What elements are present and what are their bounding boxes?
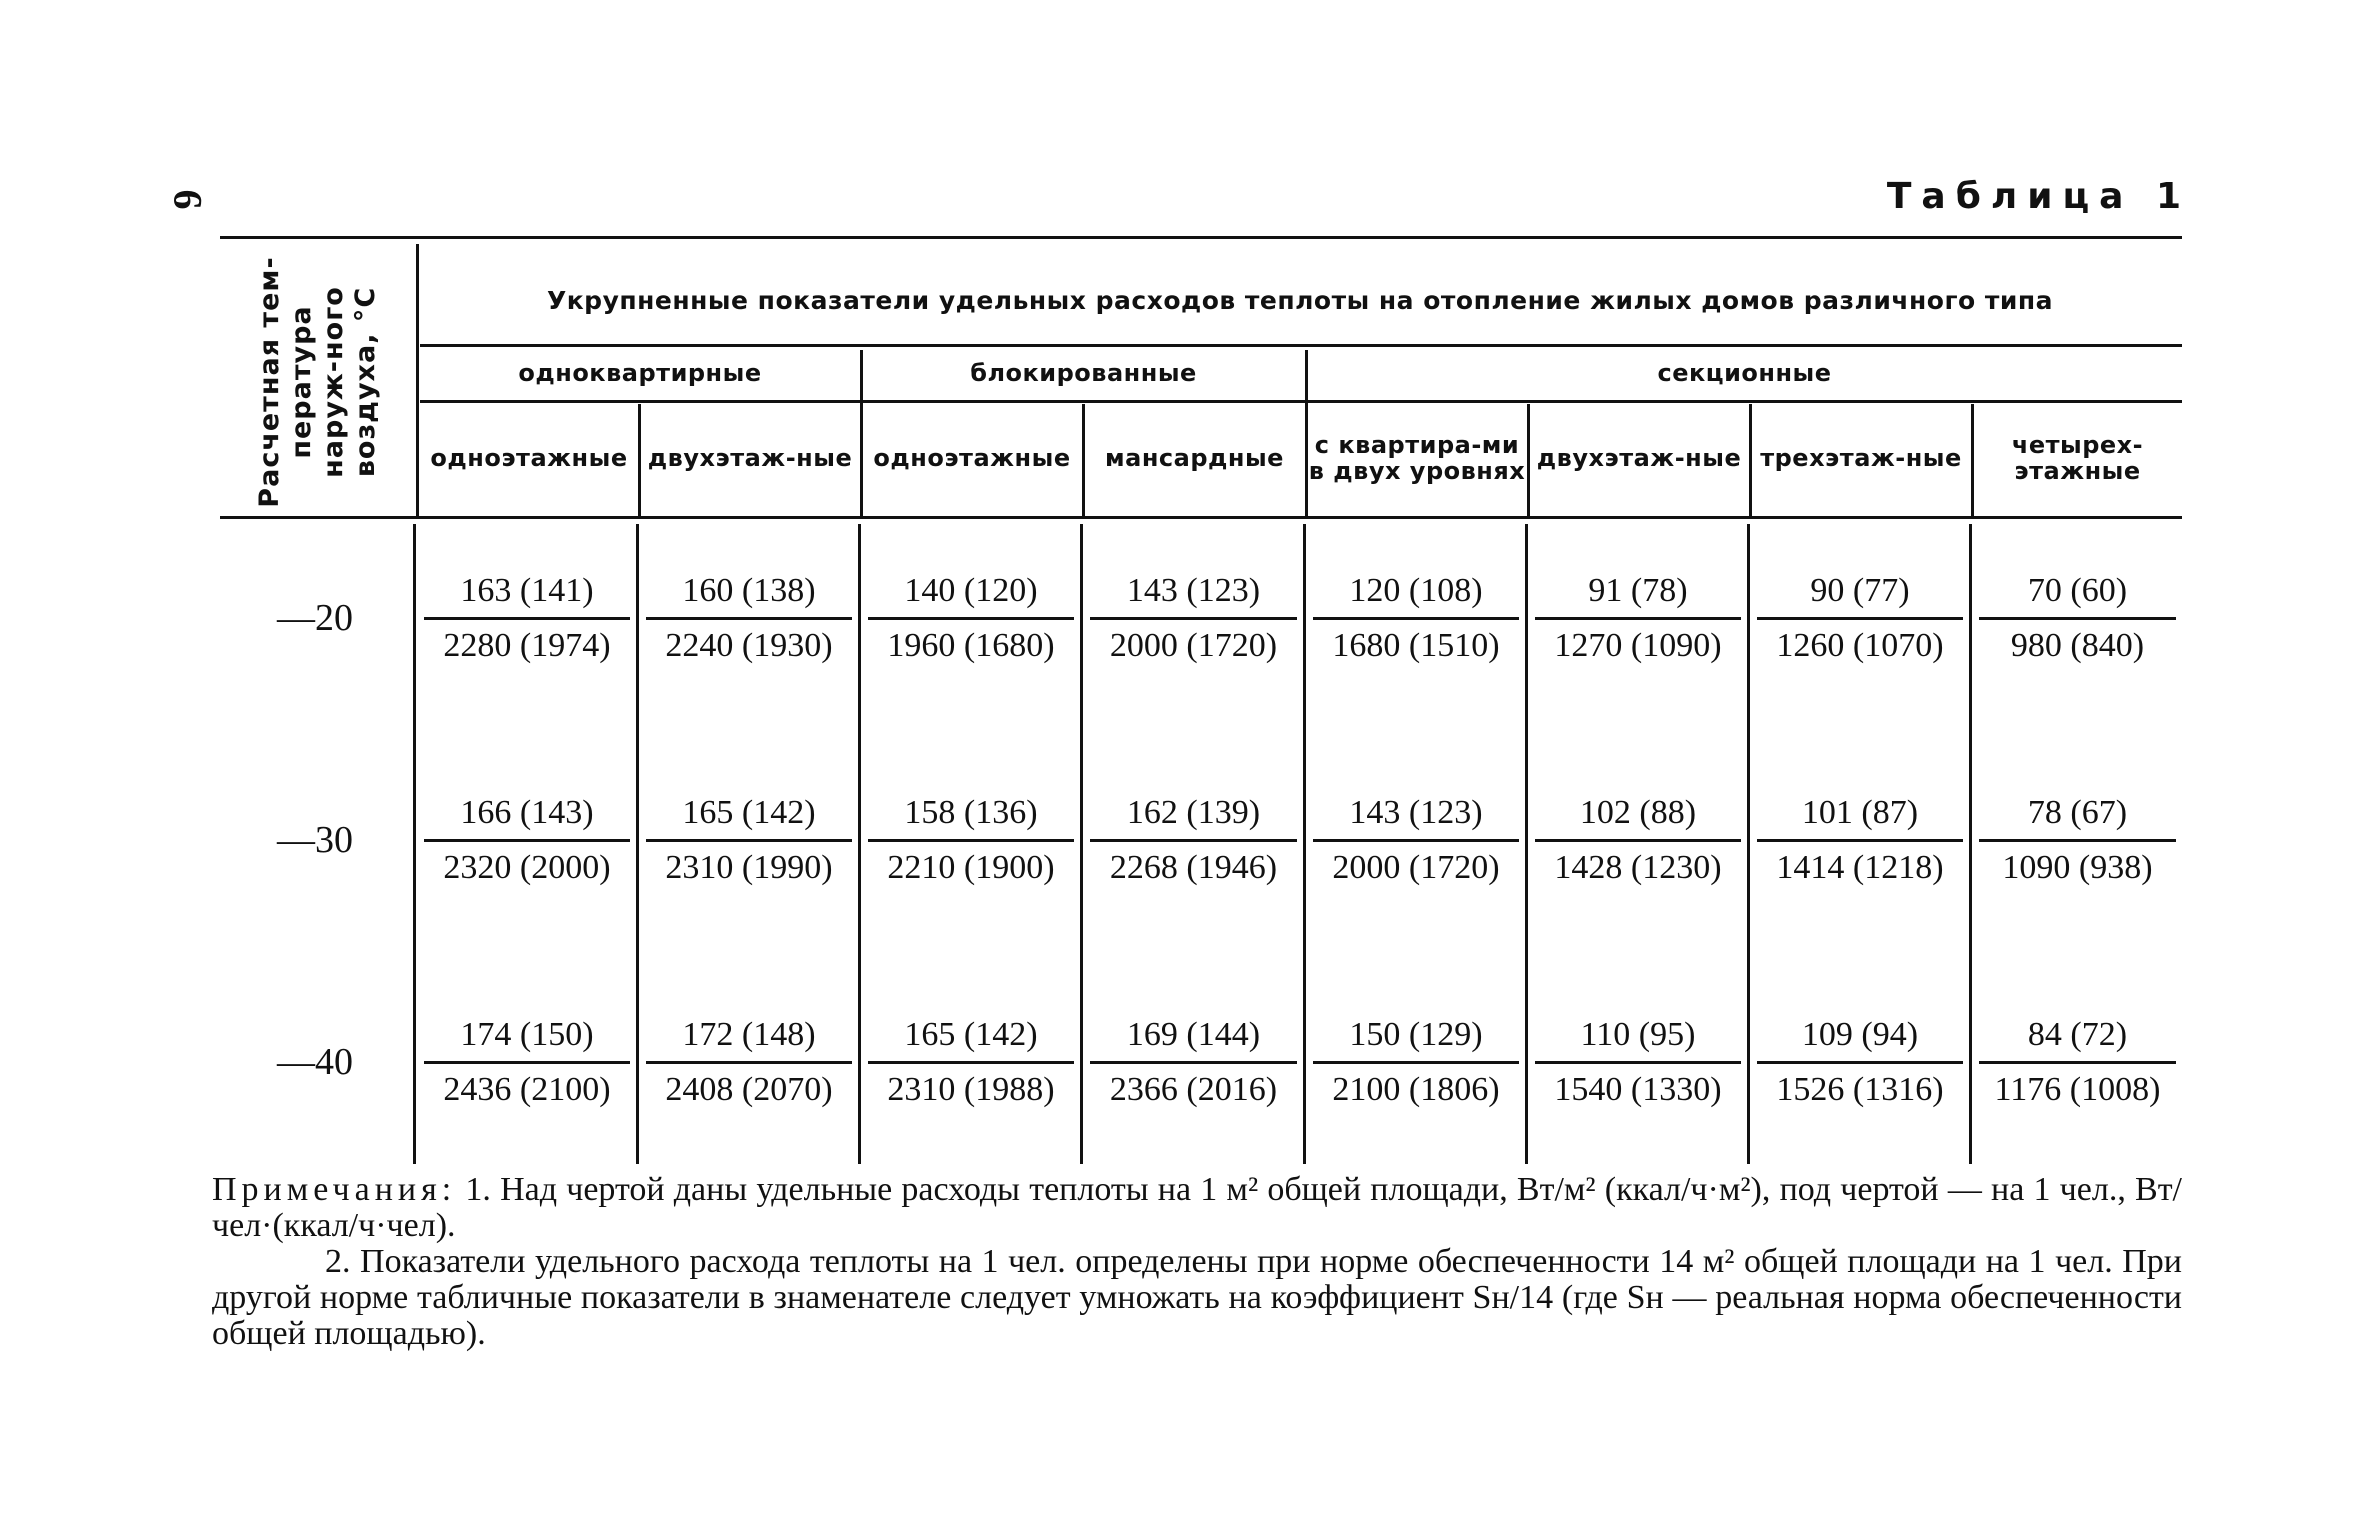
column-header-2: двухэтаж-ные bbox=[647, 444, 853, 472]
cell-value-per-person: 2320 (2000) bbox=[443, 849, 611, 886]
cell-value-per-person: 1414 (1218) bbox=[1776, 849, 1944, 886]
note-1 bbox=[212, 1172, 2182, 1244]
cell-value-per-area: 101 (87) bbox=[1801, 794, 1919, 831]
cell-value-per-area: 120 (108) bbox=[1349, 572, 1483, 609]
cell-value-per-area: 78 (67) bbox=[2027, 794, 2128, 831]
table-cell bbox=[1751, 787, 1969, 894]
table-cell bbox=[1529, 565, 1747, 672]
cell-value-per-area: 166 (143) bbox=[460, 794, 594, 831]
column-header-4: мансардные bbox=[1105, 444, 1284, 472]
col-divider-b6 bbox=[1747, 524, 1750, 1164]
cell-value-per-area: 150 (129) bbox=[1349, 1016, 1483, 1053]
group-header-single-apartment: одноквартирные bbox=[518, 359, 762, 387]
table-cell bbox=[1529, 1009, 1747, 1116]
table-cell bbox=[418, 1009, 636, 1116]
cell-value-per-person: 2210 (1900) bbox=[887, 849, 1055, 886]
col-divider-b1 bbox=[636, 524, 639, 1164]
cell-value-per-person: 2408 (2070) bbox=[665, 1071, 833, 1108]
note-2: 2. Показатели удельного расхода теплоты на 1 чел. определены при норме обеспеченности 14 м² общей площади на 1 чел. При другой норме табличные показатели в знаменателе следует умножать на коэффициент Sн/14 (где Sн — реальная норма обеспеченности общей площадью). bbox=[212, 1243, 2182, 1352]
note-1-text: 1. Над чертой даны удельные расходы теплоты на 1 м² общей площади, Вт/м² (ккал/ч·м²), под чертой — на 1 чел., Вт/чел·(ккал/ч·чел). bbox=[212, 1171, 2183, 1244]
table-cell bbox=[418, 787, 636, 894]
cell-value-per-person: 2366 (2016) bbox=[1109, 1071, 1278, 1108]
cell-value-per-area: 158 (136) bbox=[904, 794, 1038, 831]
column-header-5: с квартира-ми в двух уровнях bbox=[1308, 431, 1526, 485]
column-header-6: двухэтаж-ные bbox=[1536, 444, 1742, 472]
cell-value-per-person: 2436 (2100) bbox=[443, 1071, 611, 1108]
table-cell bbox=[1084, 565, 1303, 672]
cell-value-per-person: 1960 (1680) bbox=[887, 627, 1055, 664]
cell-value-per-area: 140 (120) bbox=[904, 572, 1038, 609]
cell-value-per-person: 2268 (1946) bbox=[1109, 849, 1278, 886]
cell-value-per-area: 162 (139) bbox=[1126, 794, 1261, 831]
column-header-1: одноэтажные bbox=[430, 444, 628, 472]
cell-value-per-person: 2100 (1806) bbox=[1332, 1071, 1500, 1108]
table-cell bbox=[1751, 565, 1969, 672]
table-cell bbox=[1973, 1009, 2182, 1116]
stub-divider-body bbox=[413, 524, 416, 1164]
cell-value-per-person: 2280 (1974) bbox=[443, 627, 611, 664]
column-header-7: трехэтаж-ные bbox=[1760, 444, 1962, 472]
cell-value-per-person: 1680 (1510) bbox=[1332, 627, 1500, 664]
table-cell bbox=[1973, 787, 2182, 894]
cell-value-per-person: 1176 (1008) bbox=[1994, 1071, 2161, 1108]
table-cell bbox=[1307, 787, 1525, 894]
column-header-3: одноэтажные bbox=[873, 444, 1071, 472]
table-cell bbox=[418, 565, 636, 672]
table-cell bbox=[862, 787, 1080, 894]
cell-value-per-area: 143 (123) bbox=[1126, 572, 1261, 609]
row-temp-3: —40 bbox=[277, 1041, 353, 1083]
cell-value-per-area: 165 (142) bbox=[904, 1016, 1038, 1053]
cell-value-per-person: 2240 (1930) bbox=[665, 627, 833, 664]
cell-value-per-area: 174 (150) bbox=[460, 1016, 594, 1053]
table-cell bbox=[1751, 1009, 1969, 1116]
cell-value-per-person: 2000 (1720) bbox=[1109, 627, 1278, 664]
group-header-sectional: секционные bbox=[1657, 359, 1832, 387]
header-rule-1 bbox=[420, 344, 2182, 347]
cell-value-per-area: 70 (60) bbox=[2027, 572, 2128, 609]
col-divider-b5 bbox=[1525, 524, 1528, 1164]
cell-value-per-person: 1270 (1090) bbox=[1554, 627, 1722, 664]
cell-value-per-person: 2000 (1720) bbox=[1332, 849, 1500, 886]
cell-value-per-area: 169 (144) bbox=[1126, 1016, 1261, 1053]
cell-value-per-area: 91 (78) bbox=[1588, 572, 1688, 609]
table-cell bbox=[1084, 1009, 1303, 1116]
cell-value-per-area: 90 (77) bbox=[1810, 572, 1910, 609]
column-header-8: четырех-этажные bbox=[2011, 431, 2144, 485]
cell-value-per-person: 1540 (1330) bbox=[1554, 1071, 1722, 1108]
table-cell bbox=[862, 565, 1080, 672]
group-header-blocked: блокированные bbox=[970, 359, 1197, 387]
cell-value-per-person: 1260 (1070) bbox=[1776, 627, 1944, 664]
table-title: Таблица 1 bbox=[1886, 176, 2191, 217]
cell-value-per-area: 165 (142) bbox=[682, 794, 816, 831]
cell-value-per-area: 163 (141) bbox=[460, 572, 594, 609]
col-divider-b2 bbox=[858, 524, 861, 1164]
cell-value-per-area: 109 (94) bbox=[1801, 1016, 1919, 1053]
table-cell bbox=[1529, 787, 1747, 894]
stub-header-text: Расчетная тем-пература наруж-ного воздуха, °С bbox=[253, 255, 381, 508]
table-cell bbox=[862, 1009, 1080, 1116]
cell-value-per-area: 102 (88) bbox=[1579, 794, 1697, 831]
col-divider-b4 bbox=[1303, 524, 1306, 1164]
table-top-rule bbox=[220, 236, 2182, 239]
cell-value-per-area: 110 (95) bbox=[1580, 1016, 1696, 1053]
cell-value-per-person: 2310 (1990) bbox=[665, 849, 833, 886]
main-header: Укрупненные показатели удельных расходов теплоты на отопление жилых домов различного типа bbox=[546, 285, 2054, 315]
cell-value-per-person: 1428 (1230) bbox=[1554, 849, 1722, 886]
header-bottom-rule bbox=[220, 516, 2182, 519]
notes-label: Примечания: bbox=[212, 1171, 457, 1208]
stub-header-cell bbox=[220, 244, 415, 519]
row-temp-1: —20 bbox=[277, 597, 353, 639]
stub-divider-header bbox=[416, 244, 419, 516]
table-cell bbox=[1307, 565, 1525, 672]
table-cell bbox=[640, 1009, 858, 1116]
cell-value-per-area: 160 (138) bbox=[682, 572, 816, 609]
table-cell bbox=[640, 565, 858, 672]
cell-value-per-area: 84 (72) bbox=[2027, 1016, 2128, 1053]
col-divider-b3 bbox=[1080, 524, 1083, 1164]
row-temp-2: —30 bbox=[277, 819, 353, 861]
table-cell bbox=[1973, 565, 2182, 672]
cell-value-per-area: 143 (123) bbox=[1349, 794, 1483, 831]
table-cell bbox=[640, 787, 858, 894]
cell-value-per-person: 980 (840) bbox=[2010, 627, 2145, 664]
cell-value-per-person: 1090 (938) bbox=[2002, 849, 2153, 886]
cell-value-per-person: 1526 (1316) bbox=[1776, 1071, 1944, 1108]
col-divider-b7 bbox=[1969, 524, 1972, 1164]
cell-value-per-area: 172 (148) bbox=[682, 1016, 816, 1053]
table-cell bbox=[1084, 787, 1303, 894]
cell-value-per-person: 2310 (1988) bbox=[887, 1071, 1055, 1108]
table-cell bbox=[1307, 1009, 1525, 1116]
table-notes bbox=[212, 1172, 2182, 1352]
page-number: 6 bbox=[165, 189, 211, 210]
header-rule-2 bbox=[420, 400, 2182, 403]
